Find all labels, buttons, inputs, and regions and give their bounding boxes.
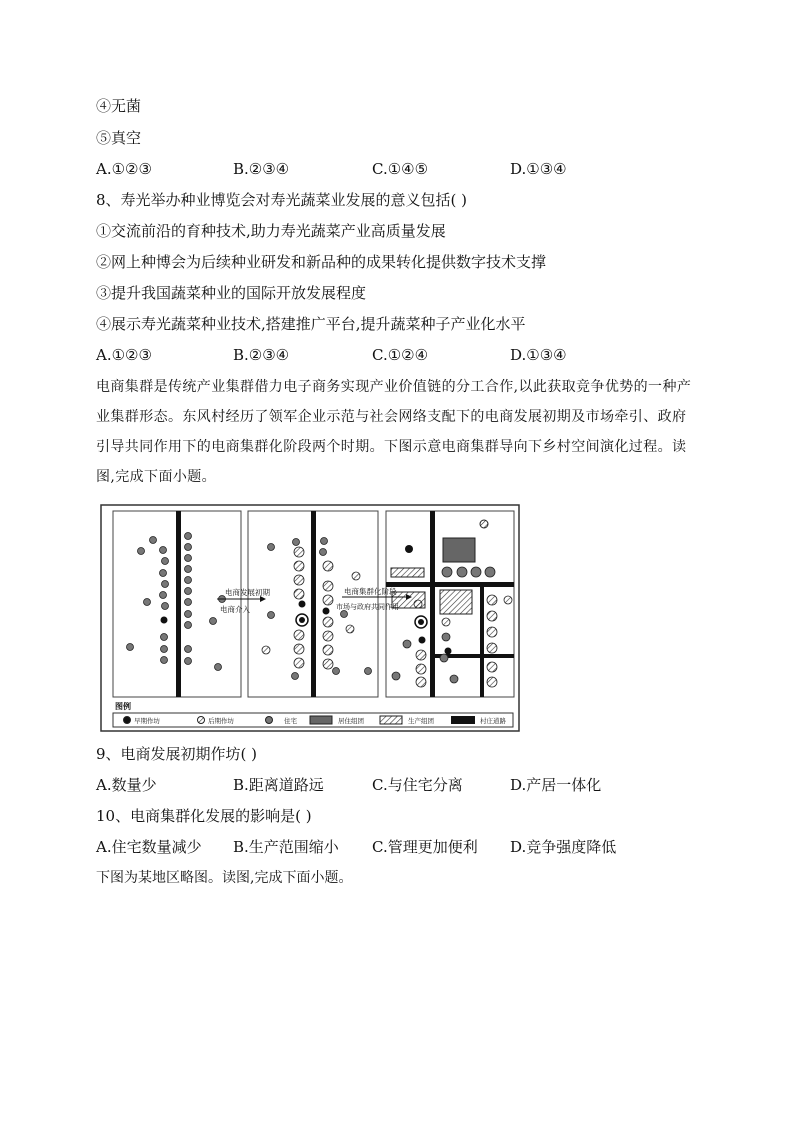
q8-item-1: ①交流前沿的育种技术,助力寿光蔬菜产业高质量发展 xyxy=(96,222,446,240)
q9-option-a[interactable]: A.数量少 xyxy=(96,776,157,794)
q9-option-c[interactable]: C.与住宅分离 xyxy=(372,776,463,794)
legend-title: 图例 xyxy=(115,702,131,711)
q8-option-a[interactable]: A.①②③ xyxy=(96,346,152,364)
q8-item-2: ②网上种博会为后续种业研发和新品种的成果转化提供数字技术支撑 xyxy=(96,253,547,271)
q8-options xyxy=(96,345,716,365)
residential-cluster xyxy=(443,538,475,562)
q7-options xyxy=(96,159,716,179)
legend-production: 生产组团 xyxy=(408,717,434,725)
arrow-2-top-label: 电商集群化阶段 xyxy=(344,587,397,596)
q8-stem: 8、寿光举办种业博览会对寿光蔬菜业发展的意义包括( ) xyxy=(96,191,468,209)
village-evolution-figure xyxy=(100,504,520,732)
arrow-1-bottom-label: 电商介入 xyxy=(220,605,250,614)
q10-option-c[interactable]: C.管理更加便利 xyxy=(372,838,478,856)
q10-options xyxy=(96,837,716,857)
passage: 电商集群是传统产业集群借力电子商务实现产业价值链的分工合作,以此获取竞争优势的一种产业集群形态。东风村经历了领军企业示范与社会网络支配下的电商发展初期及市场牵引、政府引导共同作用下的电商集群化阶段两个时期。下图示意电商集群导向下乡村空间演化过程。读图,完成下面小题。 xyxy=(96,379,692,485)
arrow-2-bottom-label: 市场与政府共同作用 xyxy=(336,603,399,611)
q8-option-d[interactable]: D.①③④ xyxy=(510,346,567,364)
q8-item-4: ④展示寿光蔬菜种业技术,搭建推广平台,提升蔬菜种子产业化水平 xyxy=(96,315,526,333)
legend-house: 住宅 xyxy=(284,717,297,725)
legend-road: 村庄道路 xyxy=(480,717,506,725)
legend-late-workshop: 后期作坊 xyxy=(208,717,234,725)
line-4-sterile: ④无菌 xyxy=(96,97,142,115)
q10-option-b[interactable]: B.生产范围缩小 xyxy=(233,838,339,856)
q10-option-d[interactable]: D.竞争强度降低 xyxy=(510,838,617,856)
q9-stem: 9、电商发展初期作坊( ) xyxy=(96,745,258,763)
q8-option-b[interactable]: B.②③④ xyxy=(233,346,290,364)
q9-options xyxy=(96,775,716,795)
line-5-vacuum: ⑤真空 xyxy=(96,129,142,147)
legend-early-workshop: 早期作坊 xyxy=(134,717,160,725)
q7-option-b[interactable]: B.②③④ xyxy=(233,160,290,178)
q10-stem: 10、电商集群化发展的影响是( ) xyxy=(96,807,312,825)
q9-option-d[interactable]: D.产居一体化 xyxy=(510,776,602,794)
legend-residential: 居住组团 xyxy=(338,717,364,725)
q8-item-3: ③提升我国蔬菜种业的国际开放发展程度 xyxy=(96,284,367,302)
q7-option-d[interactable]: D.①③④ xyxy=(510,160,567,178)
panel-1-workshop xyxy=(161,617,168,624)
production-cluster-1 xyxy=(391,568,424,577)
q10-option-a[interactable]: A.住宅数量减少 xyxy=(96,838,202,856)
tail-instruction: 下图为某地区略图。读图,完成下面小题。 xyxy=(96,870,353,886)
q8-option-c[interactable]: C.①②④ xyxy=(372,346,429,364)
q9-option-b[interactable]: B.距离道路远 xyxy=(233,776,324,794)
arrow-1-top-label: 电商发展初期 xyxy=(225,588,270,597)
production-cluster-3 xyxy=(440,590,472,614)
q7-option-c[interactable]: C.①④⑤ xyxy=(372,160,429,178)
q7-option-a[interactable]: A.①②③ xyxy=(96,160,152,178)
